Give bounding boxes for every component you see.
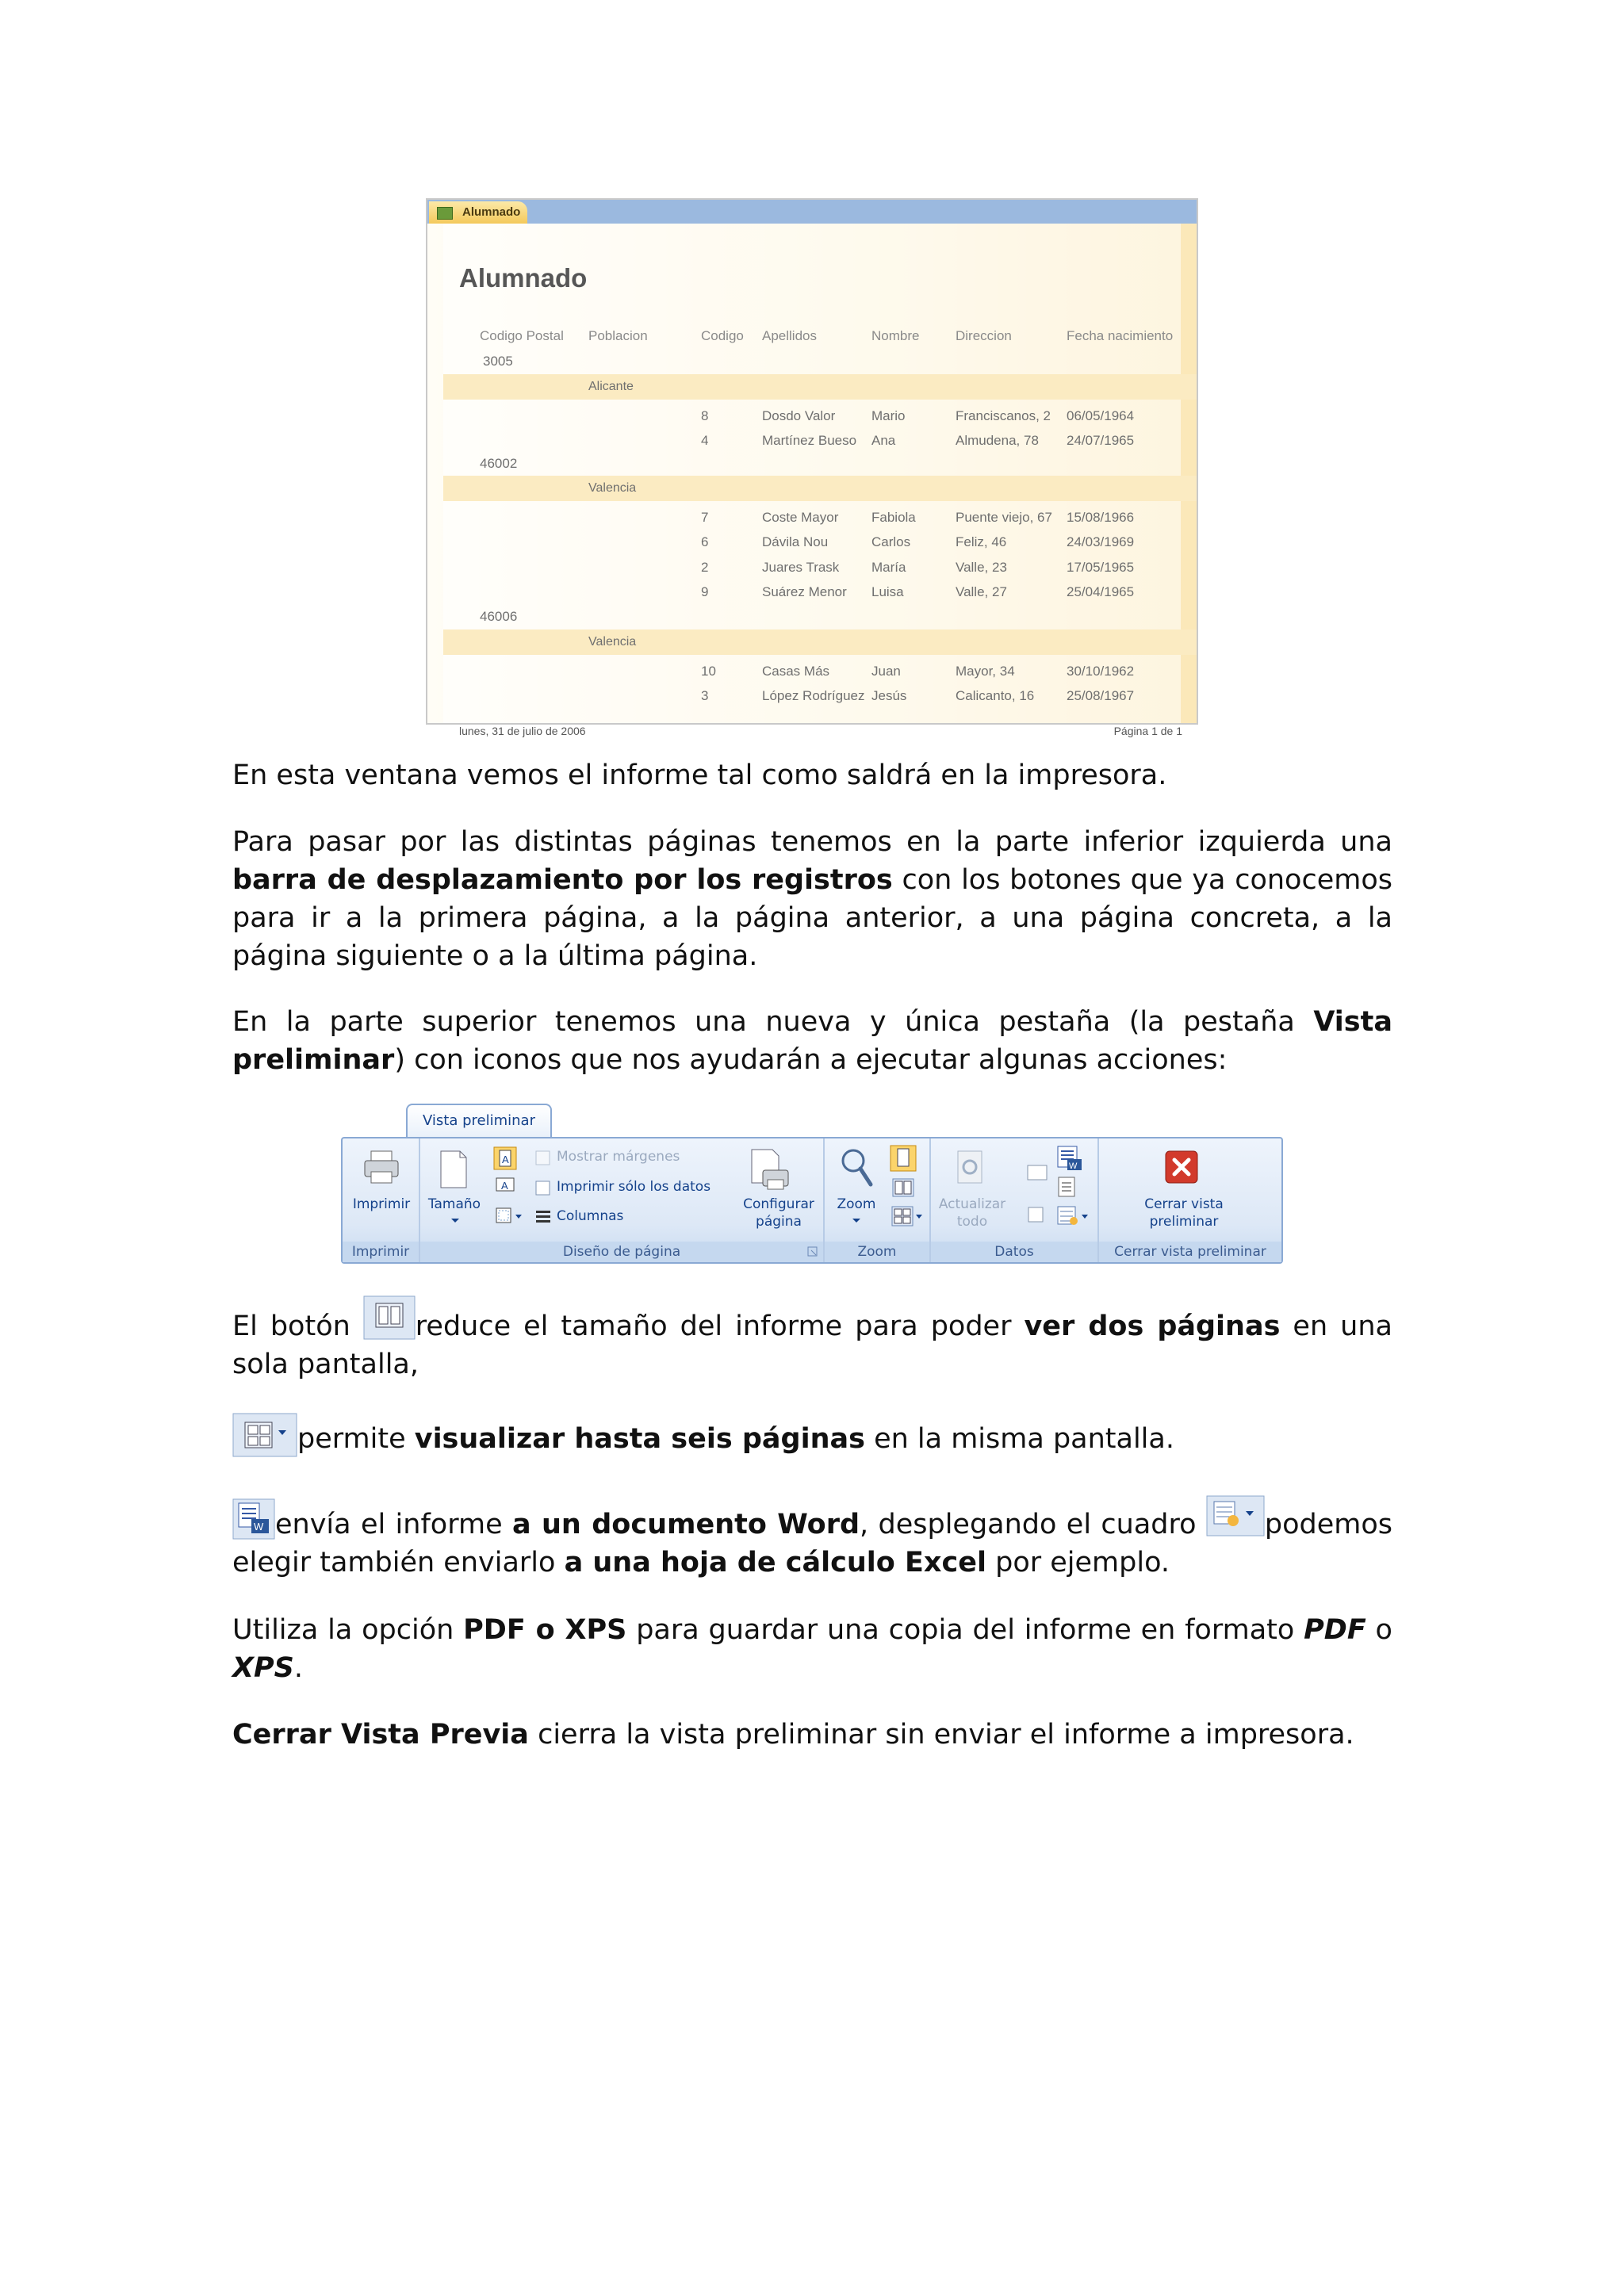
table-cell: Fabiola <box>871 510 916 525</box>
landscape-icon[interactable] <box>493 1175 517 1196</box>
columnas-label[interactable]: Columnas <box>557 1208 624 1224</box>
checkbox-mostrar-margenes[interactable] <box>534 1150 552 1167</box>
table-cell: 24/03/1969 <box>1067 534 1135 549</box>
table-cell: Valle, 23 <box>956 560 1007 575</box>
magnifier-icon[interactable] <box>839 1146 874 1189</box>
group-band <box>443 476 1197 501</box>
paragraph-1 <box>232 756 1392 794</box>
bold-italic-text: XPS <box>232 1652 294 1684</box>
table-cell: 4 <box>701 433 709 448</box>
actualizar-todo-label <box>931 1196 1013 1230</box>
ribbon-screenshot <box>341 1104 1283 1264</box>
group-label: Cerrar vista preliminar <box>1099 1242 1281 1262</box>
group-diseno-pagina <box>420 1138 825 1262</box>
paragraph-text: reduce el tamaño del informe para poder <box>415 1311 1012 1342</box>
table-cell: 9 <box>701 584 709 599</box>
paragraph-text: . <box>293 1652 303 1684</box>
table-cell: Suárez Menor <box>762 584 847 599</box>
table-cell: López Rodríguez <box>762 688 865 703</box>
table-cell: Calicanto, 16 <box>956 688 1035 703</box>
tamano-button-label[interactable]: Tamaño <box>427 1196 481 1212</box>
bold-text: visualizar hasta seis páginas <box>414 1423 865 1455</box>
more-export-icon[interactable] <box>1056 1205 1091 1227</box>
table-cell: Mayor, 34 <box>956 664 1015 679</box>
table-cell: Luisa <box>871 584 904 599</box>
column-header: Apellidos <box>762 328 817 343</box>
group-label: Zoom <box>825 1242 929 1262</box>
columns-icon[interactable] <box>534 1208 552 1226</box>
report-tab-label: Alumnado <box>462 205 521 219</box>
paragraph-text: en la misma pantalla. <box>874 1423 1174 1455</box>
table-cell: Almudena, 78 <box>956 433 1039 448</box>
margins-icon[interactable] <box>493 1205 525 1226</box>
printer-icon[interactable] <box>363 1150 400 1184</box>
actualizar-label-line2: todo <box>956 1214 988 1230</box>
column-header: Direccion <box>956 328 1012 343</box>
group-label: Imprimir <box>343 1242 419 1262</box>
table-cell: Ana <box>871 433 896 448</box>
word-export-icon <box>232 1498 275 1540</box>
more-pages-icon[interactable] <box>890 1205 925 1227</box>
table-cell: Juan <box>871 664 901 679</box>
table-cell: Juares Trask <box>762 560 840 575</box>
paragraph-6 <box>232 1495 1392 1582</box>
group-band <box>443 629 1197 655</box>
group-zoom <box>825 1138 931 1262</box>
word-export-icon[interactable] <box>1056 1145 1083 1172</box>
table-cell: 25/04/1965 <box>1067 584 1135 599</box>
pdf-xps-icon[interactable] <box>1056 1175 1080 1199</box>
paragraph-text: En la parte superior tenemos una nueva y única pestaña (la pestaña <box>232 1006 1295 1038</box>
paragraph-text: , desplegando el cuadro <box>860 1509 1197 1540</box>
tab-vista-preliminar[interactable]: Vista preliminar <box>406 1104 552 1138</box>
page-setup-icon[interactable] <box>745 1148 791 1192</box>
city: Alicante <box>588 380 634 393</box>
close-red-icon[interactable] <box>1164 1150 1199 1184</box>
paragraph-text: permite <box>297 1423 406 1455</box>
column-header: Nombre <box>871 328 920 343</box>
table-cell: 17/05/1965 <box>1067 560 1135 575</box>
paragraph-text: Utiliza la opción <box>232 1614 454 1646</box>
paragraph-text: cierra la vista preliminar sin enviar el informe a impresora. <box>538 1719 1354 1751</box>
mostrar-margenes-label: Mostrar márgenes <box>557 1149 680 1165</box>
table-cell: 24/07/1965 <box>1067 433 1135 448</box>
portrait-icon[interactable] <box>493 1146 517 1170</box>
configurar-label-line2: página <box>756 1214 802 1230</box>
paragraph-4 <box>232 1295 1392 1383</box>
bold-italic-text: PDF <box>1304 1614 1366 1646</box>
table-cell: 06/05/1964 <box>1067 408 1135 423</box>
ribbon-body <box>341 1137 1283 1264</box>
table-cell: 7 <box>701 510 709 525</box>
column-header: Codigo <box>701 328 744 343</box>
paragraph-text: Para pasar por las distintas páginas tenemos en la parte inferior izquierda una <box>232 826 1392 858</box>
paragraph-text: en una sola pantalla, <box>232 1311 1392 1380</box>
bold-text: a una hoja de cálculo Excel <box>564 1547 986 1578</box>
cerrar-label-line2: preliminar <box>1149 1214 1219 1230</box>
column-header: Poblacion <box>588 328 648 343</box>
table-cell: Feliz, 46 <box>956 534 1007 549</box>
table-cell: Franciscanos, 2 <box>956 408 1051 423</box>
bold-text: barra de desplazamiento por los registros <box>232 864 893 896</box>
table-cell: Mario <box>871 408 906 423</box>
paragraph-8 <box>232 1716 1392 1754</box>
group-label: Diseño de página <box>420 1242 823 1262</box>
export-text-icon[interactable] <box>1026 1164 1050 1183</box>
group-datos <box>931 1138 1099 1262</box>
postal-code: 3005 <box>483 354 513 369</box>
configurar-label-line1: Configurar <box>743 1196 814 1212</box>
bold-text: Cerrar Vista Previa <box>232 1719 529 1751</box>
table-cell: María <box>871 560 906 575</box>
paragraph-text: envía el informe <box>275 1509 503 1540</box>
actualizar-label-line1: Actualizar <box>938 1196 1006 1212</box>
paragraph-text: para guardar una copia del informe en formato <box>636 1614 1295 1646</box>
report-footer-date: lunes, 31 de julio de 2006 <box>459 725 586 737</box>
svg-text:W: W <box>1069 1161 1078 1171</box>
bold-text: Vista preliminar <box>232 1006 1392 1076</box>
bold-text: ver dos páginas <box>1024 1311 1281 1342</box>
cerrar-vista-preliminar-label[interactable] <box>1099 1196 1269 1230</box>
zoom-button-label[interactable]: Zoom <box>837 1196 876 1212</box>
report-title: Alumnado <box>459 263 588 293</box>
report-tab[interactable] <box>429 201 527 224</box>
table-cell: Dávila Nou <box>762 534 829 549</box>
table-cell: 25/08/1967 <box>1067 688 1135 703</box>
report-preview-screenshot <box>426 198 1198 737</box>
paragraph-text: podemos elegir también enviarlo <box>232 1509 1393 1578</box>
cerrar-label-line1: Cerrar vista <box>1144 1196 1224 1212</box>
paragraph-2 <box>232 823 1392 975</box>
imprimir-solo-datos-label: Imprimir sólo los datos <box>557 1179 711 1195</box>
more-export-icon <box>1206 1495 1265 1536</box>
more-pages-icon <box>232 1413 297 1457</box>
report-tab-bar <box>427 200 1197 224</box>
table-cell: Jesús <box>871 688 907 703</box>
chevron-down-icon <box>852 1218 861 1224</box>
export-list-icon[interactable] <box>1026 1205 1045 1224</box>
postal-code: 46002 <box>480 456 518 471</box>
svg-text:A: A <box>502 1154 509 1165</box>
table-cell: 3 <box>701 688 709 703</box>
paragraph-7 <box>232 1611 1392 1687</box>
group-label: Datos <box>931 1242 1097 1262</box>
paragraph-text: El botón <box>232 1311 350 1342</box>
table-cell: 10 <box>701 664 716 679</box>
bold-text: PDF o XPS <box>463 1614 627 1646</box>
table-cell: Dosdo Valor <box>762 408 836 423</box>
paragraph-3 <box>232 1003 1392 1079</box>
postal-code: 46006 <box>480 609 518 624</box>
configurar-pagina-label[interactable] <box>736 1196 822 1230</box>
paragraph-text: con los botones que ya conocemos para ir a la primera página, a la página anterior, a una página concreta, a la página siguiente o a la última página. <box>232 864 1392 972</box>
table-cell: 6 <box>701 534 709 549</box>
svg-text:A: A <box>501 1180 508 1192</box>
report-body <box>427 224 1197 737</box>
report-icon <box>437 207 453 220</box>
table-cell: Coste Mayor <box>762 510 839 525</box>
column-header: Fecha nacimiento <box>1067 328 1174 343</box>
two-pages-icon[interactable] <box>890 1177 917 1199</box>
chevron-down-icon <box>450 1218 460 1224</box>
table-cell: 30/10/1962 <box>1067 664 1135 679</box>
imprimir-button-label[interactable]: Imprimir <box>352 1196 411 1212</box>
refresh-all-icon[interactable] <box>953 1150 988 1188</box>
table-cell: Casas Más <box>762 664 830 679</box>
table-cell: Valle, 27 <box>956 584 1007 599</box>
group-band <box>443 374 1197 400</box>
table-cell: Martínez Bueso <box>762 433 857 448</box>
column-header: Codigo Postal <box>480 328 564 343</box>
checkbox-imprimir-solo-datos[interactable] <box>534 1180 552 1197</box>
paragraph-text: En esta ventana vemos el informe tal como saldrá en la impresora. <box>232 760 1167 791</box>
paragraph-5 <box>232 1413 1392 1458</box>
group-cerrar-vista <box>1099 1138 1281 1262</box>
city: Valencia <box>588 635 637 649</box>
city: Valencia <box>588 481 637 495</box>
table-cell: 8 <box>701 408 709 423</box>
table-cell: 2 <box>701 560 709 575</box>
group-imprimir <box>343 1138 420 1262</box>
report-footer-page: Página 1 de 1 <box>1113 725 1182 737</box>
paragraph-text: o <box>1375 1614 1392 1646</box>
table-cell: Carlos <box>871 534 911 549</box>
table-cell: Puente viejo, 67 <box>956 510 1052 525</box>
paragraph-text: ) con iconos que nos ayudarán a ejecutar algunas acciones: <box>394 1044 1228 1076</box>
svg-text:W: W <box>254 1521 264 1533</box>
page-size-icon[interactable] <box>438 1150 469 1189</box>
paragraph-text: por ejemplo. <box>995 1547 1170 1578</box>
two-pages-icon <box>363 1295 416 1340</box>
one-page-icon[interactable] <box>890 1145 917 1172</box>
dialog-launcher-icon[interactable] <box>807 1246 818 1257</box>
table-cell: 15/08/1966 <box>1067 510 1135 525</box>
bold-text: a un documento Word <box>511 1509 860 1540</box>
